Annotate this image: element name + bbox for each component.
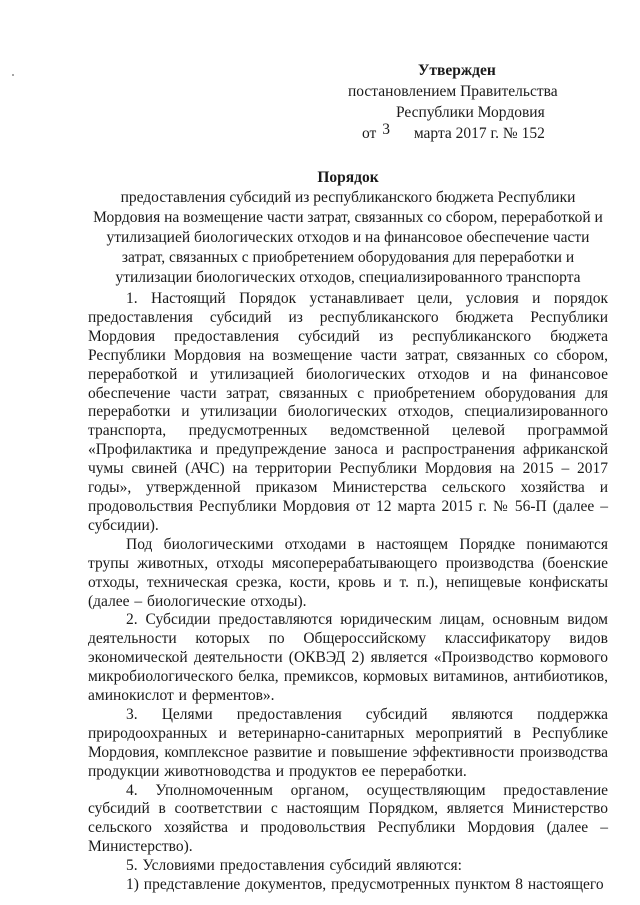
date-prefix: от	[362, 125, 377, 142]
approval-date	[362, 123, 610, 144]
paragraph-3: 3. Целями предоставления субсидий являются поддержка природоохранных и ветеринарно-санитарных мероприятий в Республике Мордовия, комплексное развитие и повышение эффективности производства продукции животноводства и продуктов ее переработки.	[88, 705, 608, 780]
decree-number: 152	[521, 125, 545, 142]
title-main: Порядок	[317, 169, 379, 186]
paragraph-2: 2. Субсидии предоставляются юридическим лицам, основным видом деятельности которых по Общероссийскому классификатору видов экономической деятельности (ОКВЭД 2) является «Производство кормового микробиологического белка, премиксов, кормовых витаминов, антибиотиков, аминокислот и ферментов».	[88, 611, 608, 705]
document-title	[88, 168, 608, 288]
scan-speck	[12, 74, 14, 76]
document-body	[88, 290, 608, 895]
date-day: 3	[382, 121, 390, 138]
approval-heading: Утвержден	[418, 62, 496, 79]
approval-stamp	[340, 60, 610, 144]
title-subtitle: предоставления субсидий из республиканского бюджета Республики Мордовия на возмещение части затрат, связанных со сбором, переработкой и утилизацией биологических отходов и на финансовое обеспечение части затрат, связанных с приобретением оборудования для переработки и утилизации биологических отходов, специализированного транспорта	[93, 189, 603, 286]
paragraph-5: 5. Условиями предоставления субсидий являются:	[126, 857, 462, 875]
paragraph-5-item-1: 1) представление документов, предусмотренных пунктом 8 настоящего	[126, 876, 604, 894]
paragraph-biowaste-definition: Под биологическими отходами в настоящем Порядке понимаются трупы животных, отходы мясоперерабатывающего производства (боенские отходы, техническая срезка, кости, кровь и т. п.), непищевые конфискаты (далее – биологические отходы).	[88, 535, 608, 610]
approval-line-2: Республики Мордовия	[396, 104, 545, 121]
approval-line-1: постановлением Правительства	[348, 83, 558, 100]
paragraph-4: 4. Уполномоченным органом, осуществляющим предоставление субсидий в соответствии с настоящим Порядком, является Министерство сельского хозяйства и продовольствия Республики Мордовия (далее – Министерство).	[88, 781, 608, 856]
date-month-year: марта 2017 г. №	[413, 125, 518, 142]
paragraph-1: 1. Настоящий Порядок устанавливает цели, условия и порядок предоставления субсидий из республиканского бюджета Республики Мордовия предоставления субсидий из республиканского бюджета Республики Мордовия на возмещение части затрат, связанных со сбором, переработкой и утилизацией биологических отходов и на финансовое обеспечение части затрат, связанных с приобретением оборудования для переработки и утилизации биологических отходов, специализированного транспорта, предусмотренных ведомственной целевой программой «Профилактика и предупреждение заноса и распространения африканской чумы свиней (АЧС) на территории Республики Мордовия на 2015 – 2017 годы», утвержденной приказом Министерства сельского хозяйства и продовольствия Республики Мордовия от 12 марта 2015 г. № 56-П (далее – субсидии).	[88, 290, 608, 534]
